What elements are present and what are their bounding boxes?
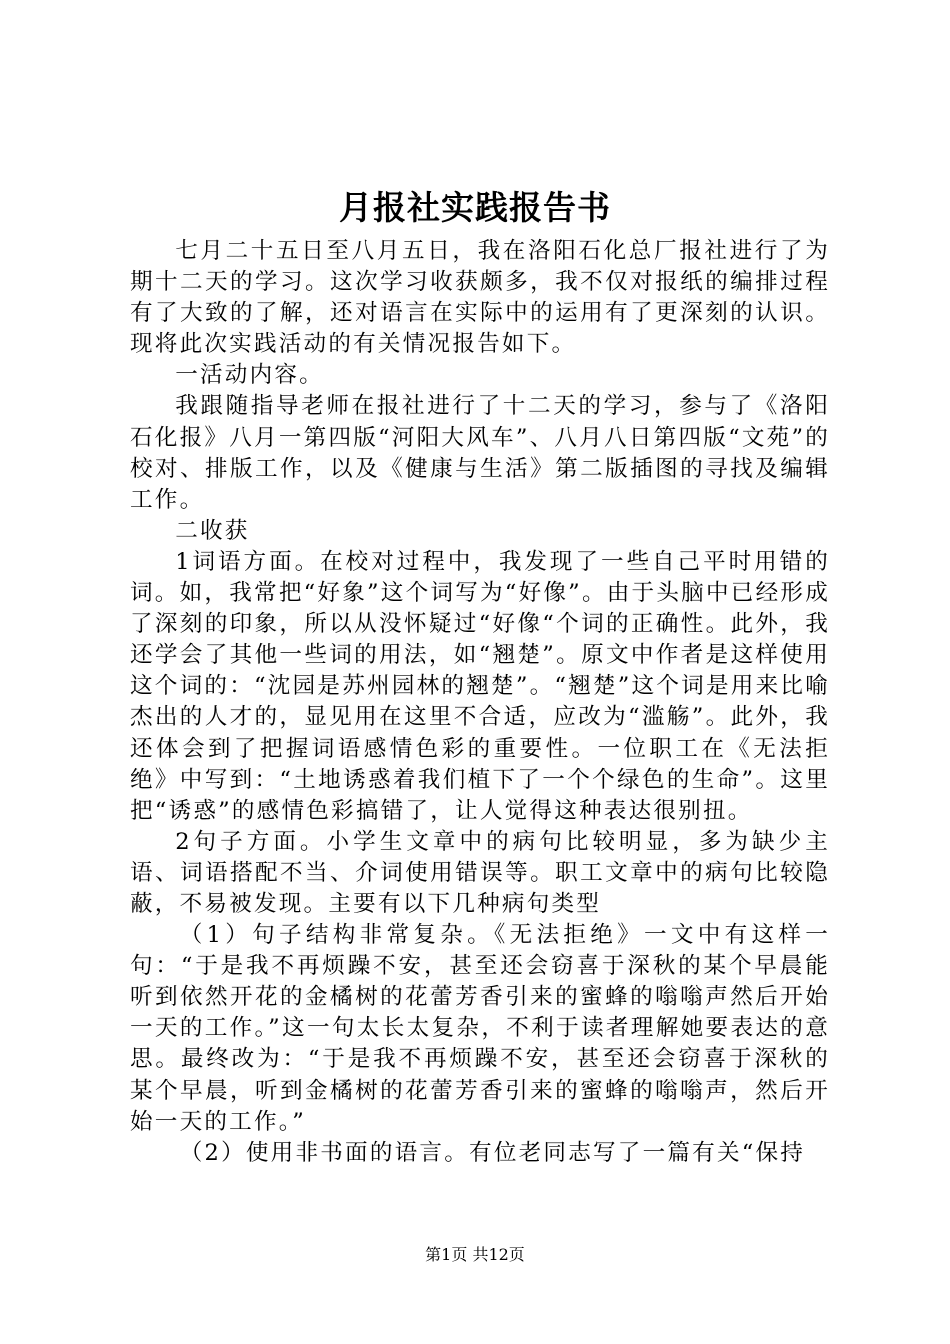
page-footer: 第1页 共12页 [425,1245,525,1264]
paragraph-heading-activity: 一活动内容。 [175,362,324,389]
document-title: 月报社实践报告书 [339,188,611,227]
paragraph-sentence-type-1: （1）句子结构非常复杂。《无法拒绝》一文中有这样一句：“于是我不再烦躁不安，甚至还会窃喜于深秋的某个早晨能听到依然开花的金橘树的花蕾芳香引来的蜜蜂的嗡嗡声然后开始一天的工作。”这一句太长太复杂，不利于读者理解她要表达的意思。最终改为：“于是我不再烦躁不安，甚至还会窃喜于深秋的某个早晨，听到金橘树的花蕾芳香引来的蜜蜂的嗡嗡声，然后开始一天的工作。” [130,922,830,1135]
paragraph-activity: 我跟随指导老师在报社进行了十二天的学习，参与了《洛阳石化报》八月一第四版“河阳大风车”、八月八日第四版“文苑”的校对、排版工作，以及《健康与生活》第二版插图的寻找及编辑工作。 [130,393,830,513]
paragraph-words: 1词语方面。在校对过程中，我发现了一些自己平时用错的词。如，我常把“好象”这个词写为“好像”。由于头脑中已经形成了深刻的印象，所以从没怀疑过“好像“个词的正确性。此外，我还学会了其他一些词的用法，如“翘楚”。原文中作者是这样使用这个词的：“沈园是苏州园林的翘楚”。“翘楚”这个词是用来比喻杰出的人才的，显见用在这里不合适，应改为“滥觞”。此外，我还体会到了把握词语感情色彩的重要性。一位职工在《无法拒绝》中写到：“土地诱惑着我们植下了一个个绿色的生命”。这里把“诱惑”的感情色彩搞错了，让人觉得这种表达很别扭。 [130,548,830,824]
paragraph-sentence-type-2: （2）使用非书面的语言。有位老同志写了一篇有关“保持 [179,1139,806,1166]
paragraph-sentences: 2句子方面。小学生文章中的病句比较明显，多为缺少主语、词语搭配不当、介词使用错误等。职工文章中的病句比较隐蔽，不易被发现。主要有以下几种病句类型 [130,828,830,917]
paragraph-intro: 七月二十五日至八月五日，我在洛阳石化总厂报社进行了为期十二天的学习。这次学习收获颇多，我不仅对报纸的编排过程有了大致的了解，还对语言在实际中的运用有了更深刻的认识。现将此次实践活动的有关情况报告如下。 [130,238,830,358]
paragraph-heading-gains: 二收获 [175,517,250,544]
document-body [130,236,830,1169]
